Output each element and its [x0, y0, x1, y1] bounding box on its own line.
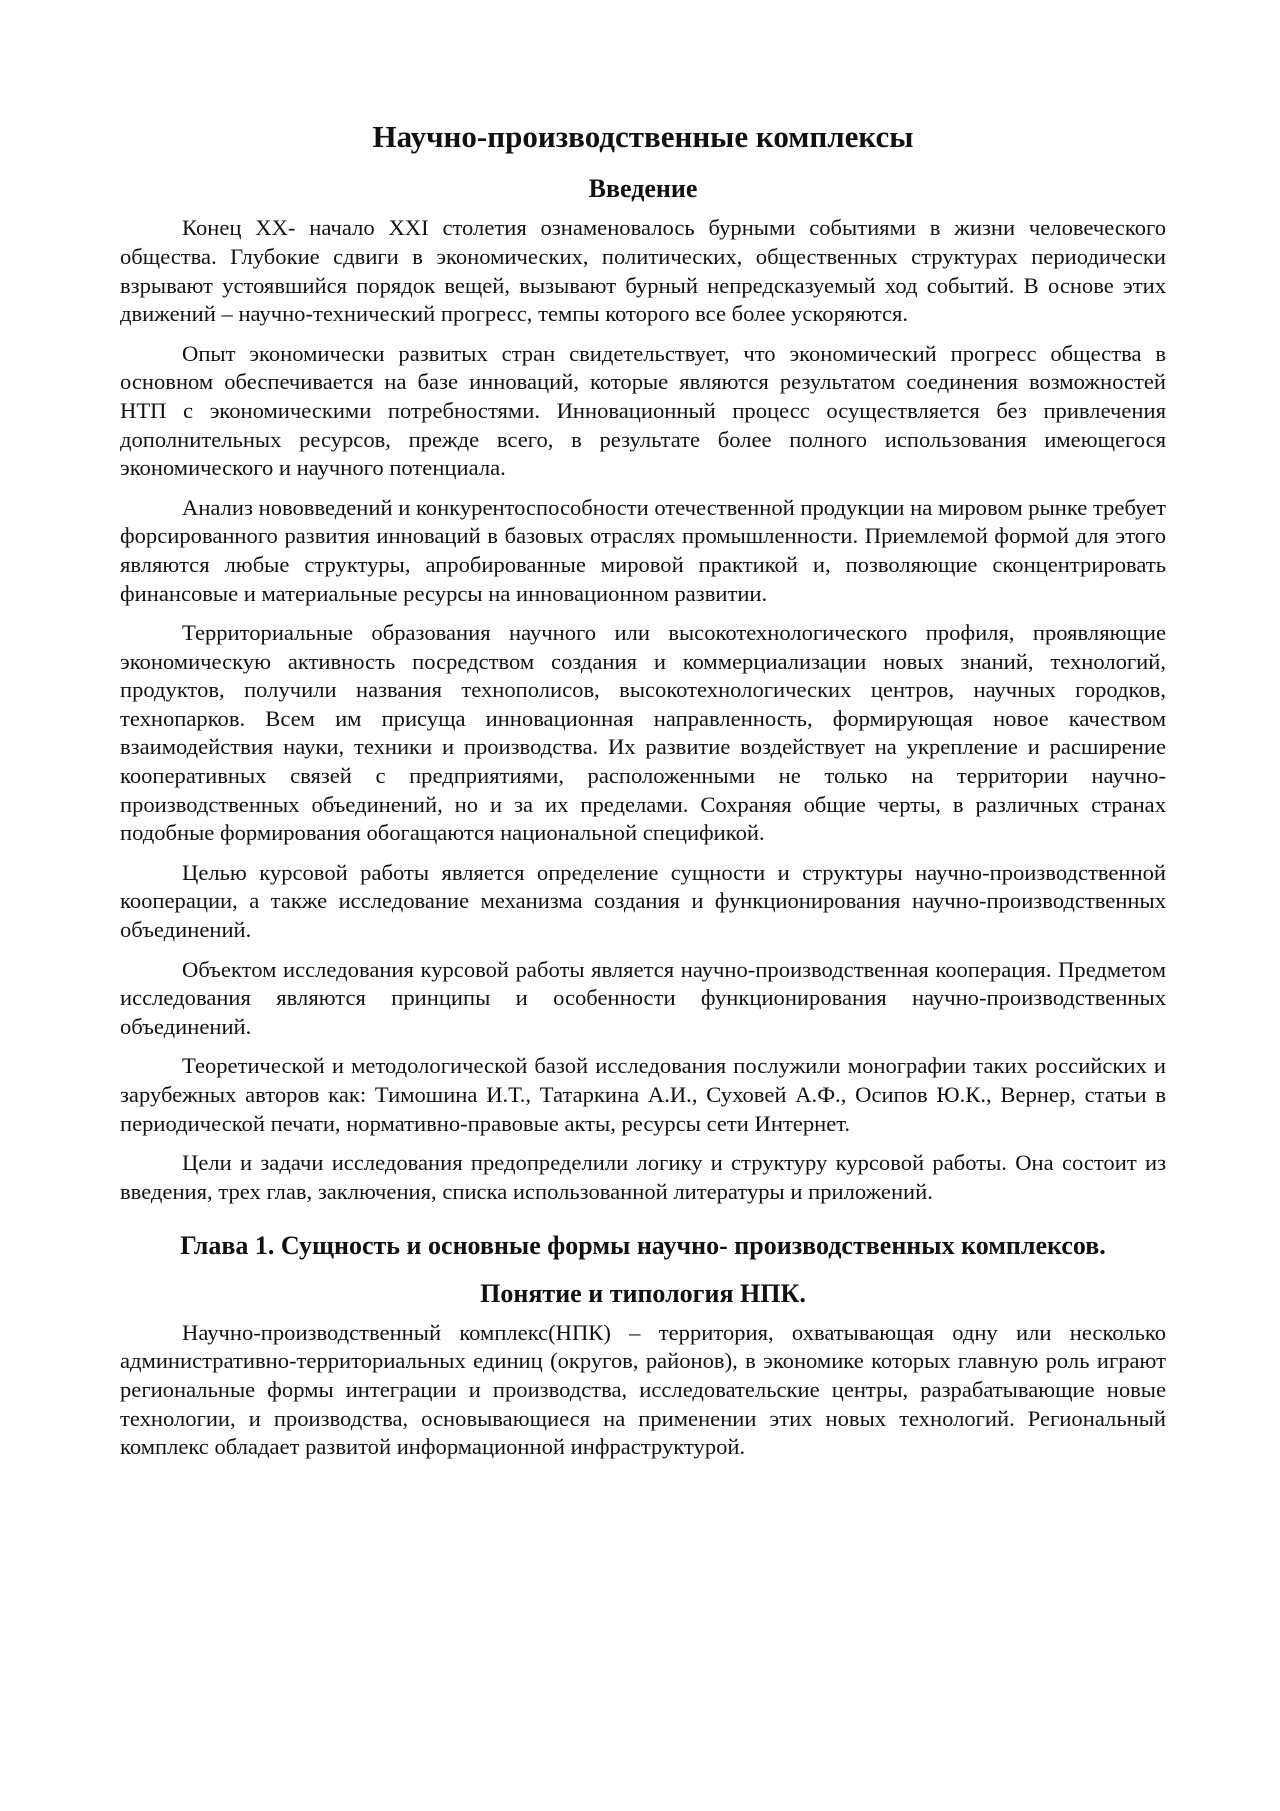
chapter-1-heading: Глава 1. Сущность и основные формы научно- производственных комплексов.: [180, 1231, 1106, 1261]
intro-paragraph-5: Целью курсовой работы является определение сущности и структуры научно-производственной кооперации, а также исследование механизма создания и функционирования научно-производственных объединений.: [120, 859, 1166, 943]
section-1-paragraph-1: Научно-производственный комплекс(НПК) – территория, охватывающая одну или несколько административно-территориальных единиц (округов, районов), в экономике которых главную роль играют региональные формы интеграции и производства, исследовательские центры, разрабатывающие новые технологии, и производства, основывающиеся на применении этих новых технологий. Региональный комплекс обладает развитой информационной инфраструктурой.: [120, 1319, 1166, 1460]
intro-paragraph-6: Объектом исследования курсовой работы является научно-производственная кооперация. Предметом исследования являются принципы и особенности функционирования научно-производственных объединений.: [120, 956, 1166, 1039]
intro-heading: Введение: [588, 174, 698, 204]
intro-paragraph-3: Анализ нововведений и конкурентоспособности отечественной продукции на мировом рынке требует форсированного развития инноваций в базовых отраслях промышленности. Приемлемой формой для этого являются любые структуры, апробированные мировой практикой и, позволяющие сконцентрировать финансовые и материальные ресурсы на инновационном развитии.: [120, 494, 1166, 606]
intro-paragraph-8: Цели и задачи исследования предопределили логику и структуру курсовой работы. Она состоит из введения, трех глав, заключения, списка использованной литературы и приложений.: [120, 1150, 1166, 1204]
document-page: [120, 118, 1166, 1473]
intro-paragraph-7: Теоретической и методологической базой исследования послужили монографии таких российских и зарубежных авторов как: Тимошина И.Т., Татаркина А.И., Суховей А.Ф., Осипов Ю.К., Вернер, статьи в периодической печати, нормативно-правовые акты, ресурсы сети Интернет.: [120, 1053, 1166, 1136]
intro-paragraph-1: Конец XX- начало XXI столетия ознаменовалось бурными событиями в жизни человеческого общества. Глубокие сдвиги в экономических, политических, общественных структурах периодически взрывают устоявшийся порядок вещей, вызывают бурный непредсказуемый ход событий. В основе этих движений – научно-технический прогресс, темпы которого все более ускоряются.: [120, 215, 1166, 327]
intro-paragraph-2: Опыт экономически развитых стран свидетельствует, что экономический прогресс общества в основном обеспечивается на базе инноваций, которые являются результатом соединения возможностей НТП с экономическими потребностями. Инновационный процесс осуществляется без привлечения дополнительных ресурсов, прежде всего, в результате более полного использования имеющегося экономического и научного потенциала.: [120, 340, 1166, 481]
intro-paragraph-4: Территориальные образования научного или высокотехнологического профиля, проявляющие экономическую активность посредством создания и коммерциализации новых знаний, технологий, продуктов, получили названия технополисов, высокотехнологических центров, научных городков, технопарков. Всем им присуща инновационная направленность, формирующая новое качеством взаимодействия науки, техники и производства. Их развитие воздействует на укрепление и расширение кооперативных связей с предприятиями, расположенными не только на территории научно-производственных объединений, но и за их пределами. Сохраняя общие черты, в различных странах подобные формирования обогащаются национальной спецификой.: [120, 620, 1166, 846]
document-title: Научно-производственные комплексы: [372, 119, 914, 154]
section-1-heading: Понятие и типология НПК.: [480, 1278, 806, 1308]
